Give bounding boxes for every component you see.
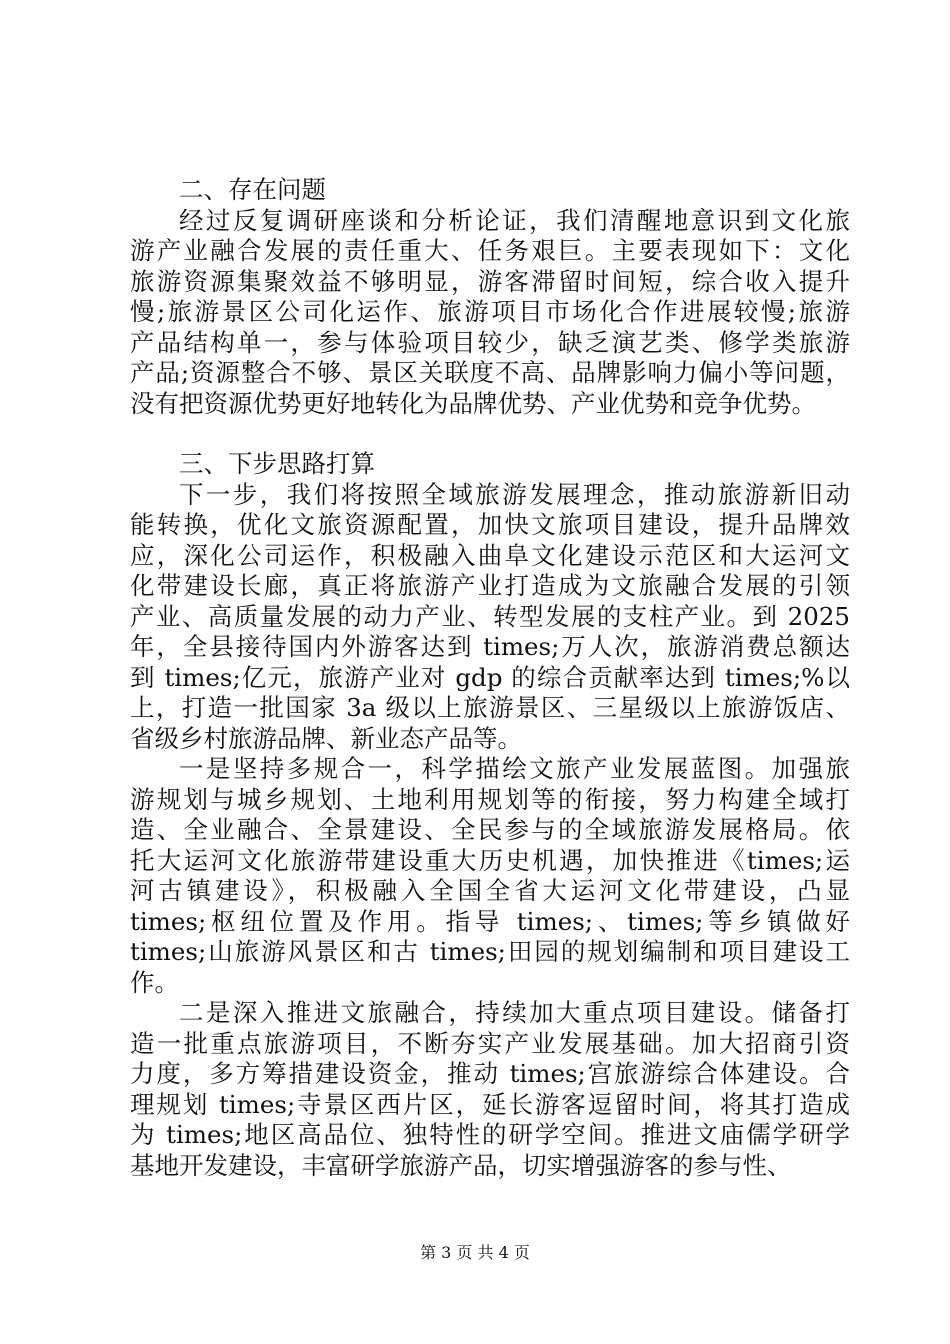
text-line: 产品结构单一，参与体验项目较少，缺乏演艺类、修学类旅游	[130, 327, 850, 357]
text-line: 力度，多方筹措建设资金，推动 times;宫旅游综合体建设。合	[130, 1059, 850, 1088]
text-line: 游规划与城乡规划、土地利用规划等的衔接，努力构建全域打	[130, 784, 850, 814]
text-line: 河古镇建设》，积极融入全国全省大运河文化带建设，凸显	[130, 876, 850, 905]
text-line: 产业、高质量发展的动力产业、转型发展的支柱产业。到 2025	[130, 601, 850, 631]
text-line: 下一步，我们将按照全域旅游发展理念，推动旅游新旧动	[179, 479, 850, 509]
text-line: 造、全业融合、全景建设、全民参与的全域旅游发展格局。依	[130, 815, 850, 844]
text-line: 产品;资源整合不够、景区关联度不高、品牌影响力偏小等问题，	[130, 358, 850, 387]
paragraph	[130, 754, 850, 998]
text-line: 年，全县接待国内外游客达到 times;万人次，旅游消费总额达	[130, 632, 850, 661]
text-line: 能转换，优化文旅资源配置，加快文旅项目建设，提升品牌效	[130, 510, 850, 539]
text-line: 二是深入推进文旅融合，持续加大重点项目建设。储备打	[179, 998, 850, 1027]
text-line: 应，深化公司运作，积极融入曲阜文化建设示范区和大运河文	[130, 540, 850, 570]
paragraph	[130, 480, 850, 755]
text-line: 省级乡村旅游品牌、新业态产品等。	[130, 723, 522, 753]
text-line: 游产业融合发展的责任重大、任务艰巨。主要表现如下：文化	[130, 236, 850, 265]
section-heading: 二、存在问题	[179, 175, 326, 204]
section-gap	[130, 419, 850, 449]
section-heading: 三、下步思路打算	[179, 449, 375, 478]
text-line: 化带建设长廊，真正将旅游产业打造成为文旅融合发展的引领	[130, 571, 850, 600]
text-line: 到 times;亿元，旅游产业对 gdp 的综合贡献率达到 times;%以	[130, 662, 850, 692]
document-body	[130, 175, 850, 1181]
text-line: times;山旅游风景区和古 times;田园的规划编制和项目建设工	[130, 937, 850, 966]
text-line: 慢;旅游景区公司化运作、旅游项目市场化合作进展较慢;旅游	[130, 297, 850, 326]
text-line: times;枢纽位置及作用。指导 times;、times;等乡镇做好	[130, 906, 850, 936]
page-footer: 第 3 页 共 4 页	[420, 1243, 530, 1262]
text-line: 为 times;地区高品位、独特性的研学空间。推进文庙儒学研学	[130, 1120, 850, 1149]
text-line: 一是坚持多规合一，科学描绘文旅产业发展蓝图。加强旅	[179, 754, 850, 783]
text-line: 托大运河文化旅游带建设重大历史机遇，加快推进《times;运	[130, 845, 850, 875]
text-line: 上，打造一批国家 3a 级以上旅游景区、三星级以上旅游饭店、	[130, 693, 850, 722]
text-line: 经过反复调研座谈和分析论证，我们清醒地意识到文化旅	[179, 205, 850, 235]
text-line: 造一批重点旅游项目，不断夯实产业发展基础。加大招商引资	[130, 1028, 850, 1058]
paragraph	[130, 206, 850, 420]
text-line: 作。	[130, 967, 179, 997]
text-line: 基地开发建设，丰富研学旅游产品，切实增强游客的参与性、	[130, 1150, 792, 1180]
paragraph	[130, 998, 850, 1181]
text-line: 没有把资源优势更好地转化为品牌优势、产业优势和竞争优势。	[130, 388, 816, 418]
text-line: 旅游资源集聚效益不够明显，游客滞留时间短，综合收入提升	[130, 266, 850, 296]
text-line: 理规划 times;寺景区西片区，延长游客逗留时间，将其打造成	[130, 1089, 850, 1119]
